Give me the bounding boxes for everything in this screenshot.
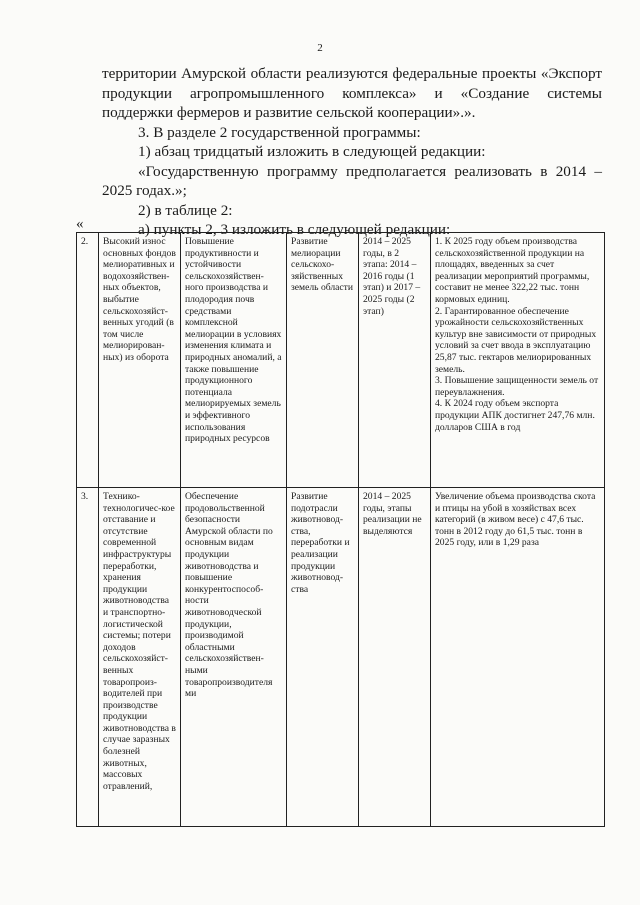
row-number-cell: 2.: [77, 233, 99, 488]
results-cell: Увеличение объема производства скота и птицы на убой в хозяйствах всех категорий (в живом весе) с 47,6 тыс. тонн в 2012 году до 61,5 тыс. тонн в 2025 году, или в 1,29 раза: [431, 488, 605, 827]
table-row: [77, 233, 605, 488]
paragraph: 1) абзац тридцатый изложить в следующей редакции:: [138, 143, 486, 160]
subprogram-cell: Развитие мелиорации сельскохо-зяйственных земель области: [287, 233, 359, 488]
period-cell: 2014 – 2025 годы, в 2 этапа: 2014 – 2016 годы (1 этап) и 2017 – 2025 годы (2 этап): [359, 233, 431, 488]
period-cell: 2014 – 2025 годы, этапы реализации не выделяются: [359, 488, 431, 827]
paragraph: а) пункты 2, 3 изложить в следующей редакции:: [138, 221, 451, 238]
document-body: [102, 64, 602, 240]
problem-cell: Высокий износ основных фондов мелиоративных и водохозяйствен-ных объектов, выбытие сельскохозяйст-венных угодий (в том числе мелиорирован-ных) из оборота: [99, 233, 181, 488]
program-table: [76, 232, 605, 827]
paragraph: «Государственную программу предполагается реализовать в 2014 – 2025 годах.»;: [102, 162, 602, 199]
goal-cell: Обеспечение продовольственной безопасности Амурской области по основным видам продукции животноводства и повышение конкурентоспособ-ности животноводческой продукции, производимой областными сельскохозяйствен-ными товаропроизводителя ми: [181, 488, 287, 827]
results-cell: 1. К 2025 году объем производства сельскохозяйственной продукции на площадях, введенных за счет реализации мероприятий программы, составит не менее 322,22 тыс. тонн кормовых единиц. 2. Гарантированное обеспечение урожайности сельскохозяйственных культур вне зависимости от природных условий за счет ввода в эксплуатацию 25,87 тыс. гектаров мелиорированных земель. 3. Повышение защищенности земель от переувлажнения. 4. К 2024 году объем экспорта продукции АПК достигнет 247,76 млн. долларов США в год: [431, 233, 605, 488]
paragraph: территории Амурской области реализуются федеральные проекты «Экспорт продукции агропромышленного комплекса» и «Создание системы поддержки фермеров и развитие сельской кооперации».».: [102, 65, 602, 121]
goal-cell: Повышение продуктивности и устойчивости сельскохозяйствен-ного производства и плодородия почв средствами комплексной мелиорации в условиях изменения климата и природных аномалий, а также повышение продукционного потенциала мелиорируемых земель и эффективного использования природных ресурсов: [181, 233, 287, 488]
paragraph: 2) в таблице 2:: [138, 201, 233, 219]
opening-quote-mark: «: [76, 216, 84, 232]
paragraph: 3. В разделе 2 государственной программы:: [138, 123, 421, 141]
table-row: [77, 488, 605, 827]
page-number: 2: [317, 42, 323, 54]
row-number-cell: 3.: [77, 488, 99, 827]
subprogram-cell: Развитие подотрасли животновод-ства, переработки и реализации продукции животновод-ства: [287, 488, 359, 827]
problem-cell: Технико-технологичес-кое отставание и отсутствие современной инфраструктуры переработки, хранения продукции животноводства и транспортно-логистической системы; потери доходов сельскохозяйст-венных товаропроиз-водителей при производстве продукции животноводства в случае заразных болезней животных, массовых отравлений,: [99, 488, 181, 827]
